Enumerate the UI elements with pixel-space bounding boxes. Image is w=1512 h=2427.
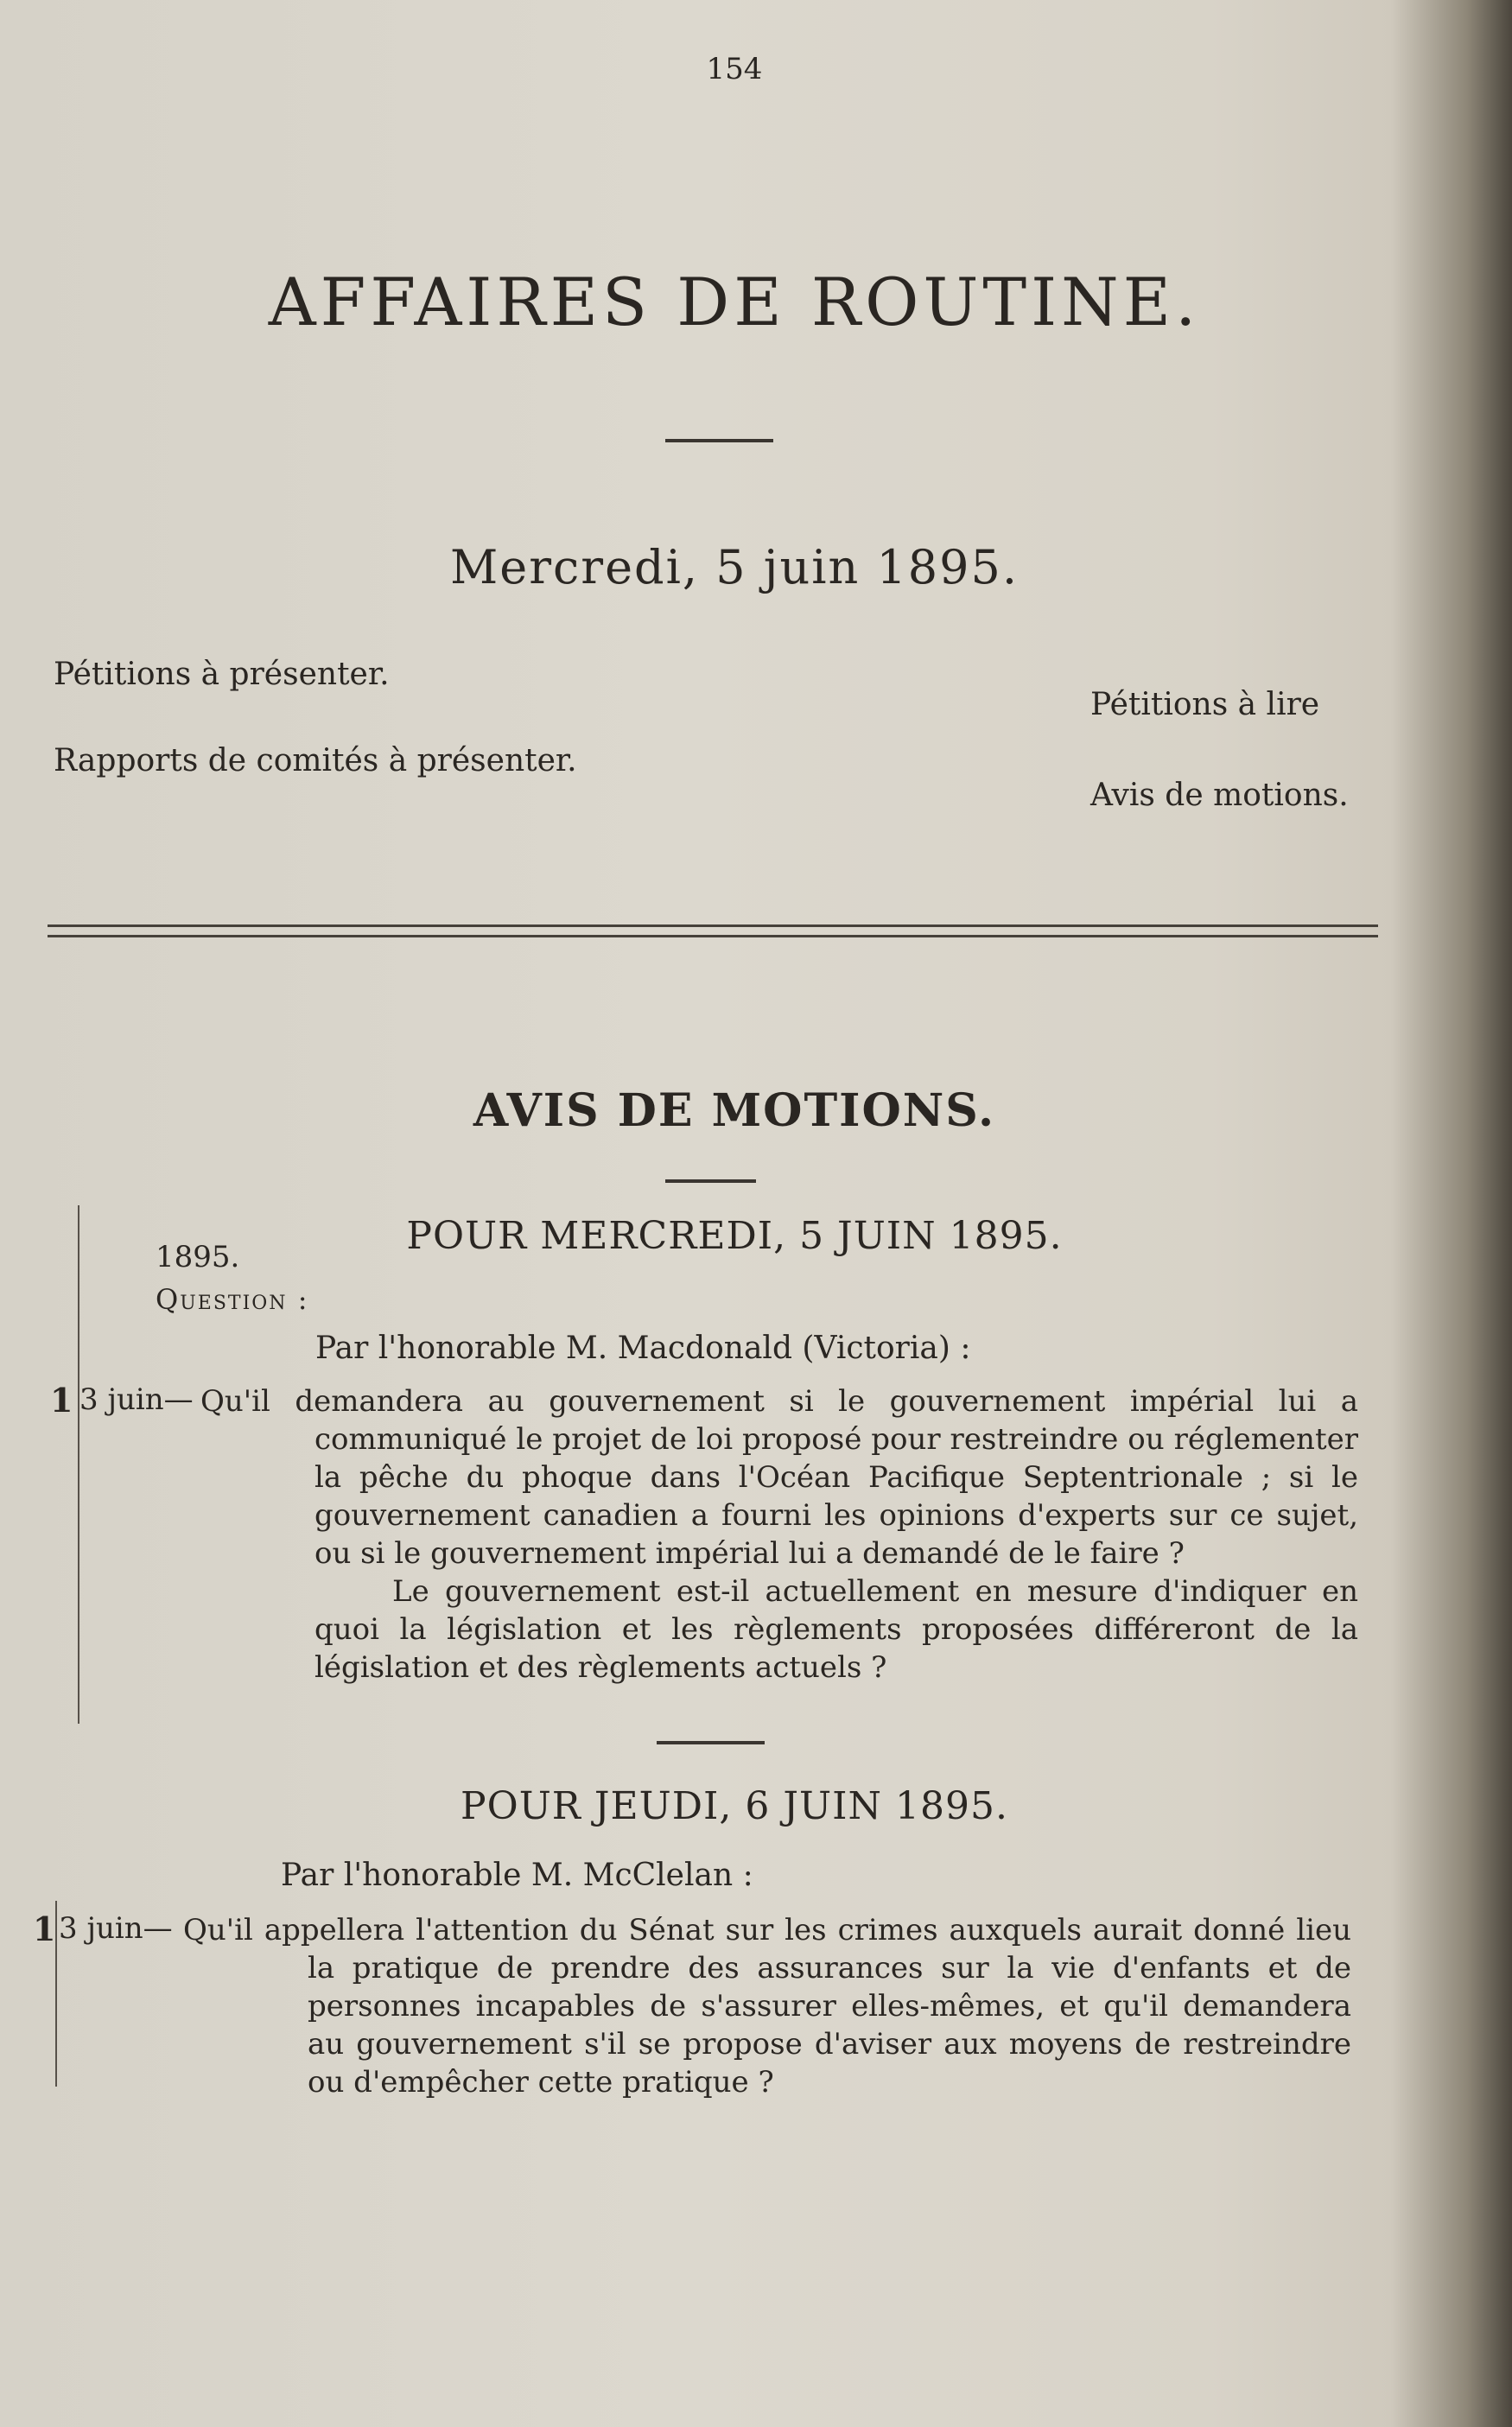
notice-body: [183, 1911, 1351, 2101]
notice-type-label: Question :: [156, 1283, 309, 1316]
page-number: 154: [706, 52, 763, 86]
routine-item-petitions-present: Pétitions à présenter.: [54, 657, 390, 692]
margin-line: [78, 1205, 79, 1724]
notice-paragraph: Qu'il demandera au gouvernement si le gouvernement impérial lui a communiqué le projet de loi proposé pour restreindre ou réglementer la pêche du phoque dans l'Océan Pacifique Septentrionale ; si le gouvernement canadien a fourni les opinions d'experts sur ce sujet, ou si le gouvernement impérial lui a demandé de le faire ?: [200, 1384, 1358, 1571]
sitting-date: Mercredi, 5 juin 1895.: [449, 540, 1020, 594]
routine-item-committee-reports: Rapports de comités à présenter.: [54, 743, 577, 778]
notice-date: 3 juin—: [59, 1911, 173, 1946]
section-rule: [657, 1741, 765, 1744]
notice-paragraph: Qu'il appellera l'attention du Sénat sur les crimes auxquels aurait donné lieu la pratique de prendre des assurances sur la vie d'enfants et de personnes incapables de s'assurer elles-mêmes, et qu'il demandera au gouvernement s'il se propose d'aviser aux moyens de restreindre ou d'empêcher cette pratique ?: [183, 1913, 1351, 2100]
day-heading-wednesday: POUR MERCREDI, 5 JUIN 1895.: [406, 1214, 1063, 1258]
section-divider-top: [48, 924, 1378, 927]
notices-title-rule: [665, 1179, 756, 1183]
routine-item-petitions-read: Pétitions à lire: [1090, 687, 1320, 722]
notice-body-continued: [314, 1572, 1358, 1687]
notice-mover: Par l'honorable M. McClelan :: [281, 1858, 753, 1893]
notice-body: [200, 1382, 1358, 1572]
routine-item-notices-of-motion: Avis de motions.: [1090, 778, 1349, 813]
notices-of-motion-title: AVIS DE MOTIONS.: [473, 1084, 996, 1137]
notice-mover: Par l'honorable M. Macdonald (Victoria) :: [315, 1331, 971, 1366]
notice-date: 3 juin—: [79, 1382, 194, 1417]
page-title: AFFAIRES DE ROUTINE.: [268, 264, 1201, 340]
section-divider-bottom: [48, 935, 1378, 937]
notice-paragraph: Le gouvernement est-il actuellement en mesure d'indiquer en quoi la législation et les règlements proposées différeront de la législation et des règlements actuels ?: [314, 1574, 1358, 1685]
day-heading-thursday: POUR JEUDI, 6 JUIN 1895.: [461, 1784, 1008, 1828]
notice-number: 1: [50, 1381, 73, 1420]
title-rule: [665, 439, 773, 442]
notice-year: 1895.: [156, 1240, 240, 1274]
notice-number: 1: [33, 1909, 56, 1948]
